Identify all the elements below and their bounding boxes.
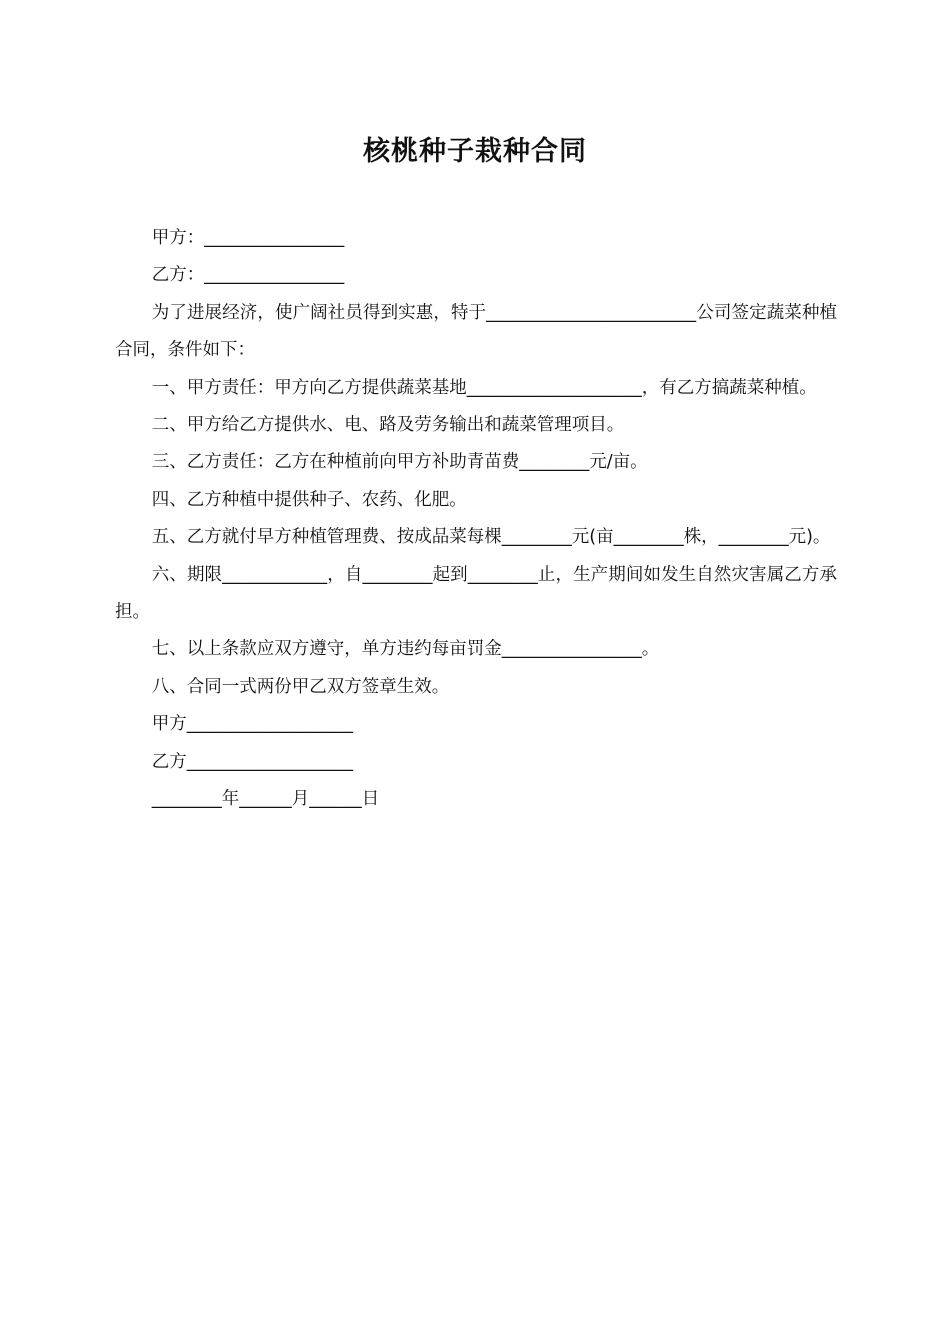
signature-party-a: 甲方___________________ [151,714,353,735]
party-b-line: 乙方：________________ [151,265,345,286]
date-line: ________年______月______日 [151,789,380,810]
clause-2: 二、甲方给乙方提供水、电、路及劳务输出和蔬菜管理项目。 [151,415,625,436]
clause-5: 五、乙方就付早方种植管理费、按成品菜每棵________元(亩________株，________元)。 [151,527,831,548]
intro-paragraph: 为了进展经济，使广阔社员得到实惠，特于________________________公司签定蔬菜种植合同，条件如下： [115,302,837,361]
clause-3: 三、乙方责任：乙方在种植前向甲方补助青苗费________元/亩。 [151,452,648,473]
clause-6: 六、期限____________，自________起到________止，生产期间如发生自然灾害属乙方承担。 [115,564,837,623]
clause-7: 七、以上条款应双方遵守，单方违约每亩罚金________________。 [151,639,660,660]
document-body [115,220,837,819]
signature-party-b: 乙方___________________ [151,751,353,772]
clause-1: 一、甲方责任：甲方向乙方提供蔬菜基地____________________，有乙方搞蔬菜种植。 [151,377,817,398]
party-a-line: 甲方：________________ [151,228,345,248]
clause-4: 四、乙方种植中提供种子、农药、化肥。 [151,489,467,510]
clause-8: 八、合同一式两份甲乙双方签章生效。 [151,676,450,697]
document-title: 核桃种子栽种合同 [363,136,587,167]
